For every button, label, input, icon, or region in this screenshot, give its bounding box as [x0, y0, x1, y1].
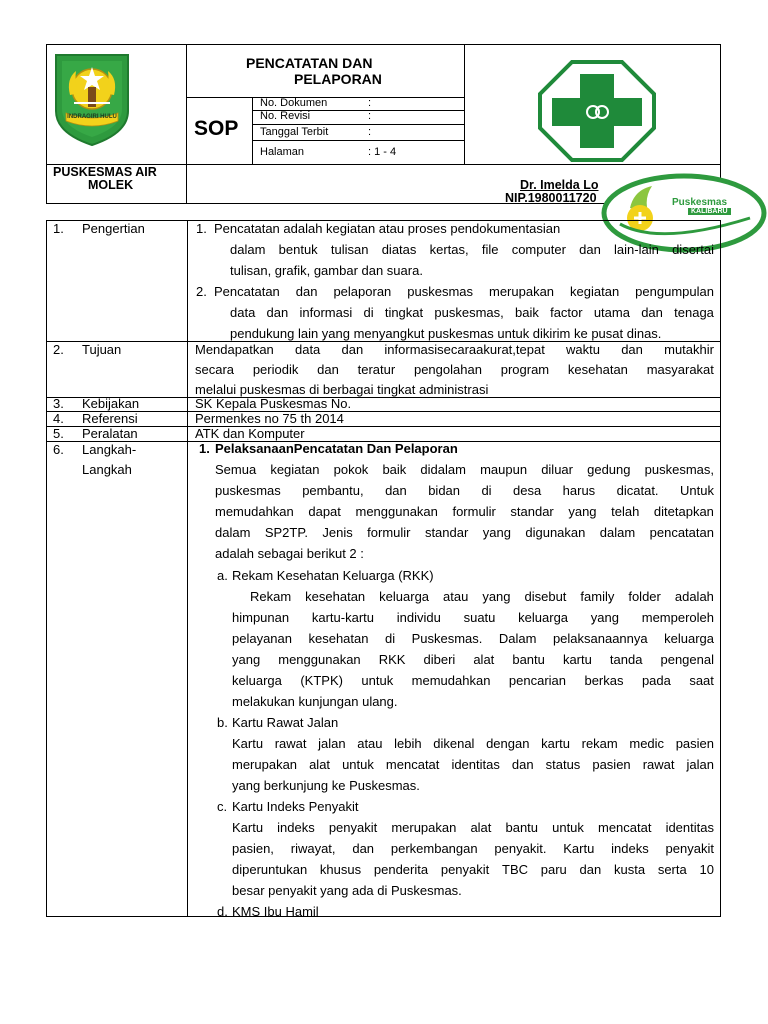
list-num: 2.	[196, 284, 207, 299]
text-line: Kartu indeks penyakit merupakan alat bantu untuk mencatat identitas	[232, 820, 714, 835]
row-label-langkah-2: Langkah	[82, 462, 132, 477]
field-sep: :	[368, 126, 372, 138]
text-line: Rekam kesehatan keluarga atau yang disebut family folder adalah	[250, 589, 714, 604]
row-num: 2.	[53, 342, 64, 357]
row-label-pengertian: Pengertian	[82, 221, 145, 236]
item-title: Rekam Kesehatan Keluarga (RKK)	[232, 568, 434, 583]
row-label-tujuan: Tujuan	[82, 342, 122, 357]
row-divider	[46, 426, 721, 427]
row-num: 3.	[53, 396, 64, 411]
text-line: dalam bentuk tulisan diatas kertas, file computer dan lain-lain disertai	[230, 242, 714, 257]
text-line: pasien, riwayat, dan perkembangan penyakit. Kartu indeks penyakit	[232, 841, 714, 856]
text-line: adalah sebagai berikut 2 :	[215, 546, 364, 561]
item-title: Kartu Rawat Jalan	[232, 715, 339, 730]
row-label-peralatan: Peralatan	[82, 426, 138, 441]
field-label-no-revisi: No. Revisi	[260, 110, 311, 122]
org-name-line1: PUSKESMAS AIR	[53, 165, 157, 179]
text-line: Pencatatan dan pelaporan puskesmas merupakan kegiatan pengumpulan	[214, 284, 714, 299]
text-line: Mendapatkan data dan informasisecaraakurat,tepat waktu dan mutakhir	[195, 342, 714, 357]
doc-title-line1: PENCATATAN DAN	[246, 55, 373, 71]
text-line: melalui puskesmas di berbagai tingkat administrasi	[195, 382, 489, 397]
text-line: yang menggunakan RKK diberi alat bantu kartu tanda pengenal	[232, 652, 714, 667]
text-line: Semua kegiatan pokok baik didalam maupun diluar gedung puskesmas,	[215, 462, 714, 477]
field-sep: :	[368, 110, 372, 122]
referensi-value: Permenkes no 75 th 2014	[195, 411, 344, 426]
signer-nip: NIP.1980011720	[505, 191, 597, 205]
badge-subtitle: KALIBARU	[688, 208, 731, 215]
kebijakan-value: SK Kepala Puskesmas No.	[195, 396, 352, 411]
text-line: tulisan, grafik, gambar dan suara.	[230, 263, 423, 278]
text-line: melakukan kunjungan ulang.	[232, 694, 398, 709]
field-label-halaman: Halaman	[260, 146, 305, 158]
field-label-tanggal-terbit: Tanggal Terbit	[260, 126, 329, 138]
text-line: pendukung lain yang menyangkut puskesmas untuk dikirim ke pusat dinas.	[230, 326, 662, 341]
item-letter: c.	[217, 799, 228, 814]
divider	[252, 140, 464, 141]
item-letter: b.	[217, 715, 228, 730]
text-line: puskesmas pembantu, dan bidan di desa harus dicatat. Untuk	[215, 483, 714, 498]
divider	[252, 124, 464, 125]
section-num: 1.	[199, 441, 210, 456]
item-title: Kartu Indeks Penyakit	[232, 799, 359, 814]
text-line: dalam SP2TP. Jenis formulir standar yang digunakan dalam pencatatan	[215, 525, 714, 540]
peralatan-value: ATK dan Komputer	[195, 426, 305, 441]
org-name-line2: MOLEK	[88, 178, 134, 192]
text-line: merupakan alat untuk mencatat identitas dan status pasien rawat jalan	[232, 757, 714, 772]
text-line: Kartu rawat jalan atau lebih dikenal dengan kartu rekam medic pasien	[232, 736, 714, 751]
row-num: 4.	[53, 411, 64, 426]
row-num: 1.	[53, 221, 64, 236]
sop-label: SOP	[194, 117, 239, 140]
text-line: keluarga (KTPK) untuk memudahkan pencarian berkas pada saat	[232, 673, 714, 688]
field-value-halaman: : 1 - 4	[368, 146, 397, 158]
text-line: diperuntukan khusus penderita penyakit TBC paru dan kusta serta 10	[232, 862, 714, 877]
divider	[464, 44, 465, 164]
text-line: yang berkunjung ke Puskesmas.	[232, 778, 420, 793]
text-line: secara periodik dan teratur pengolahan program kesehatan masyarakat	[195, 362, 714, 377]
text-line: pelayanan kesehatan di Puskesmas. Dalam pelaksanaannya keluarga	[232, 631, 714, 646]
row-num: 6.	[53, 442, 64, 457]
section-heading: PelaksanaanPencatatan Dan Pelaporan	[215, 441, 458, 456]
puskesmas-cross-logo	[538, 60, 656, 162]
text-line: memudahkan dapat menggunakan formulir standar yang telah ditetapkan	[215, 504, 714, 519]
row-label-langkah: Langkah-	[82, 442, 137, 457]
divider	[252, 97, 253, 164]
row-label-referensi: Referensi	[82, 411, 138, 426]
text-line: data dan informasi di tingkat puskesmas, baik factor utama dan tenaga	[230, 305, 714, 320]
field-label-no-dokumen: No. Dokumen	[260, 97, 328, 109]
divider	[187, 220, 188, 917]
divider	[186, 44, 187, 204]
item-letter: a.	[217, 568, 228, 583]
item-letter: d.	[217, 904, 228, 919]
crest-text: INDRAGIRI HULU	[67, 114, 117, 120]
text-line: besar penyakit yang ada di Puskesmas.	[232, 883, 462, 898]
item-title: KMS Ibu Hamil	[232, 904, 319, 919]
text-line: himpunan kartu-kartu individu suatu keluarga yang memperoleh	[232, 610, 714, 625]
badge-title: Puskesmas	[672, 197, 728, 208]
row-divider	[46, 411, 721, 412]
list-num: 1.	[196, 221, 207, 236]
field-sep: :	[368, 97, 372, 109]
doc-title-line2: PELAPORAN	[294, 71, 382, 87]
text-line: Pencatatan adalah kegiatan atau proses pendokumentasian	[214, 221, 561, 236]
row-num: 5.	[53, 426, 64, 441]
signer-name: Dr. Imelda Lo	[520, 178, 599, 192]
row-label-kebijakan: Kebijakan	[82, 396, 140, 411]
regency-crest-logo	[52, 49, 132, 149]
